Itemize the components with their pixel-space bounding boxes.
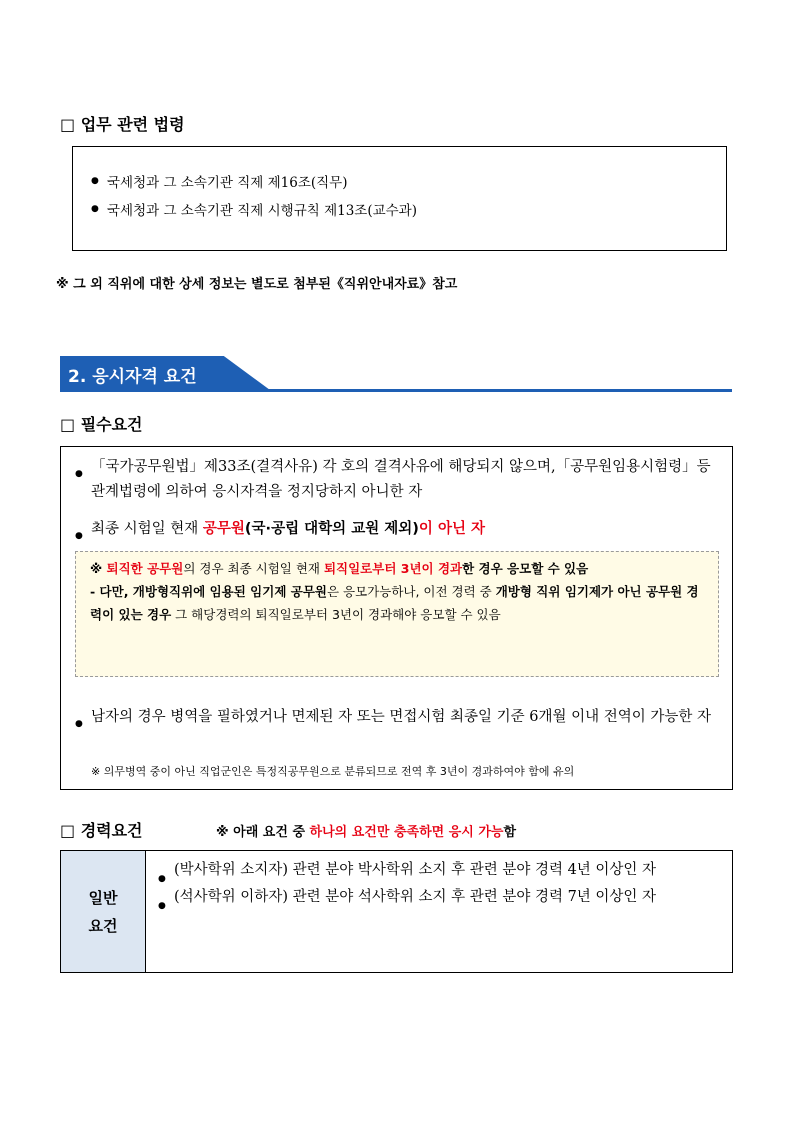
- note-bold-1: 한 경우 응모할 수 있음: [462, 561, 589, 576]
- career-label-line1: 일반: [88, 888, 118, 907]
- note-dash: - 다만, 개방형직위에 임용된 임기제 공무원: [90, 584, 327, 599]
- requirement-item: ● 「국가공무원법」제33조(결격사유) 각 호의 결격사유에 해당되지 않으며,「공무원임용시험령」등 관계법령에 의하여 응시자격을 정지당하지 아니한 자: [75, 455, 720, 505]
- note-bold-2: 개방형 직위 임기제가 아닌 공무원 경력이 있는 경우: [90, 584, 699, 622]
- section-title-underline: [60, 389, 732, 392]
- requirements-box: [60, 446, 733, 790]
- law-item: ● 국세청과 그 소속기관 직제 제16조(직무): [91, 171, 726, 191]
- requirement-item: [75, 517, 720, 542]
- note-text-1: 의 경우 최종 시험일 현재: [183, 561, 324, 576]
- req2-highlight: 공무원: [202, 521, 245, 537]
- note-red-1: 퇴직한 공무원: [106, 561, 184, 576]
- section-title-bar: [60, 356, 732, 392]
- career-label-cell: [61, 851, 146, 972]
- career-note: [216, 821, 516, 840]
- req2-prefix: 최종 시험일 현재: [91, 521, 203, 537]
- note-mark: ※: [90, 561, 107, 576]
- career-item: ● (석사학위 이하자) 관련 분야 석사학위 소지 후 관련 분야 경력 7년 이상인 자: [158, 884, 720, 911]
- retired-official-note: [75, 551, 719, 677]
- military-note: ※ 의무병역 중이 아닌 직업군인은 특정직공무원으로 분류되므로 전역 후 3년이 경과하여야 함에 유의: [91, 765, 575, 778]
- req2-suffix: 이 아닌 자: [418, 521, 486, 537]
- career-label-line2: 요건: [88, 916, 118, 935]
- career-item: ● (박사학위 소지자) 관련 분야 박사학위 소지 후 관련 분야 경력 4년 이상인 자: [158, 857, 720, 884]
- note-red-2: 퇴직일로부터 3년이 경과: [323, 561, 463, 576]
- career-table: [60, 850, 733, 973]
- career-note-red: 하나의 요건만 충족하면 응시 가능: [309, 825, 504, 840]
- career-note-suffix: 함: [503, 825, 517, 840]
- attachment-note: ※ 그 외 직위에 대한 상세 정보는 별도로 첨부된《직위안내자료》참고: [56, 277, 458, 292]
- note-text-3: 그 해당경력의 퇴직일로부터 3년이 경과해야 응모할 수 있음: [171, 607, 501, 622]
- career-items-cell: [146, 851, 732, 972]
- section-title: 2. 응시자격 요건: [68, 367, 197, 387]
- requirements-heading: □ 필수요건: [60, 415, 143, 434]
- career-note-prefix: ※ 아래 요건 중: [216, 825, 310, 840]
- note-text-2: 은 응모가능하나, 이전 경력 중: [326, 584, 496, 599]
- req2-paren: (국·공립 대학의 교원 제외): [244, 521, 419, 537]
- section-heading-laws: □ 업무 관련 법령: [60, 115, 185, 134]
- requirement-item: ● 남자의 경우 병역을 필하였거나 면제된 자 또는 면접시험 최종일 기준 6개월 이내 전역이 가능한 자: [75, 705, 720, 730]
- career-heading: □ 경력요건: [60, 821, 143, 840]
- laws-box: [72, 146, 727, 251]
- law-item: ● 국세청과 그 소속기관 직제 시행규칙 제13조(교수과): [91, 199, 726, 219]
